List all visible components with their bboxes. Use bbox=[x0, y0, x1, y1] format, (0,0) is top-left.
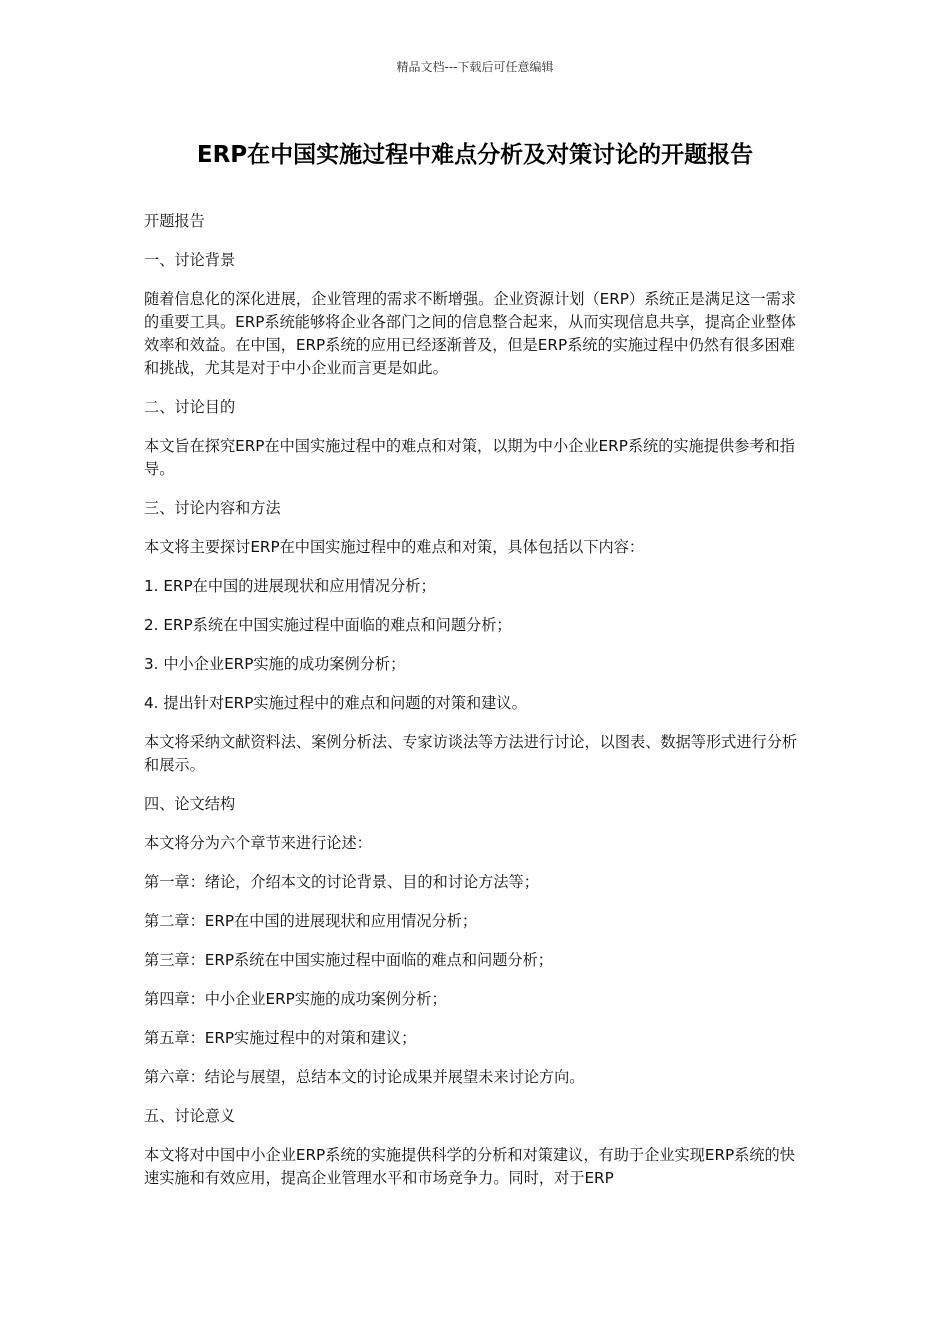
chapter-item: 第三章：ERP系统在中国实施过程中面临的难点和问题分析； bbox=[144, 951, 553, 969]
section-heading-background: 一、讨论背景 bbox=[144, 251, 236, 269]
list-item: 4. 提出针对ERP实施过程中的难点和问题的对策和建议。 bbox=[144, 694, 527, 712]
list-item: 1. ERP在中国的进展现状和应用情况分析； bbox=[144, 577, 436, 595]
paragraph-method: 本文将采纳文献资料法、案例分析法、专家访谈法等方法进行讨论，以图表、数据等形式进行分析和展示。 bbox=[144, 733, 798, 774]
chapter-item: 第二章：ERP在中国的进展现状和应用情况分析； bbox=[144, 912, 478, 930]
paragraph-content-intro: 本文将主要探讨ERP在中国实施过程中的难点和对策，具体包括以下内容： bbox=[144, 538, 645, 556]
list-item: 3. 中小企业ERP实施的成功案例分析； bbox=[144, 655, 406, 673]
document-body bbox=[144, 210, 810, 1206]
paragraph-structure-intro: 本文将分为六个章节来进行论述： bbox=[144, 834, 372, 852]
document-title: ERP在中国实施过程中难点分析及对策讨论的开题报告 bbox=[196, 142, 754, 168]
section-heading-structure: 四、论文结构 bbox=[144, 795, 236, 813]
chapter-item: 第六章：结论与展望，总结本文的讨论成果并展望未来讨论方向。 bbox=[144, 1068, 585, 1086]
header-watermark: 精品文档---下载后可任意编辑 bbox=[396, 60, 554, 74]
paragraph-purpose: 本文旨在探究ERP在中国实施过程中的难点和对策，以期为中小企业ERP系统的实施提供参考和指导。 bbox=[144, 437, 795, 478]
section-heading-significance: 五、讨论意义 bbox=[144, 1107, 236, 1125]
paragraph-significance: 本文将对中国中小企业ERP系统的实施提供科学的分析和对策建议，有助于企业实现ERP系统的快速实施和有效应用，提高企业管理水平和市场竞争力。同时，对于ERP bbox=[144, 1146, 795, 1187]
chapter-item: 第一章：绪论，介绍本文的讨论背景、目的和讨论方法等； bbox=[144, 873, 539, 891]
chapter-item: 第四章：中小企业ERP实施的成功案例分析； bbox=[144, 990, 447, 1008]
paragraph-background: 随着信息化的深化进展，企业管理的需求不断增强。企业资源计划（ERP）系统正是满足这一需求的重要工具。ERP系统能够将企业各部门之间的信息整合起来，从而实现信息共享，提高企业整体效率和效益。在中国，ERP系统的应用已经逐渐普及，但是ERP系统的实施过程中仍然有很多困难和挑战，尤其是对于中小企业而言更是如此。 bbox=[144, 290, 796, 377]
section-heading-content-method: 三、讨论内容和方法 bbox=[144, 499, 281, 517]
chapter-item: 第五章：ERP实施过程中的对策和建议； bbox=[144, 1029, 417, 1047]
intro-label: 开题报告 bbox=[144, 212, 205, 230]
list-item: 2. ERP系统在中国实施过程中面临的难点和问题分析； bbox=[144, 616, 512, 634]
section-heading-purpose: 二、讨论目的 bbox=[144, 398, 236, 416]
